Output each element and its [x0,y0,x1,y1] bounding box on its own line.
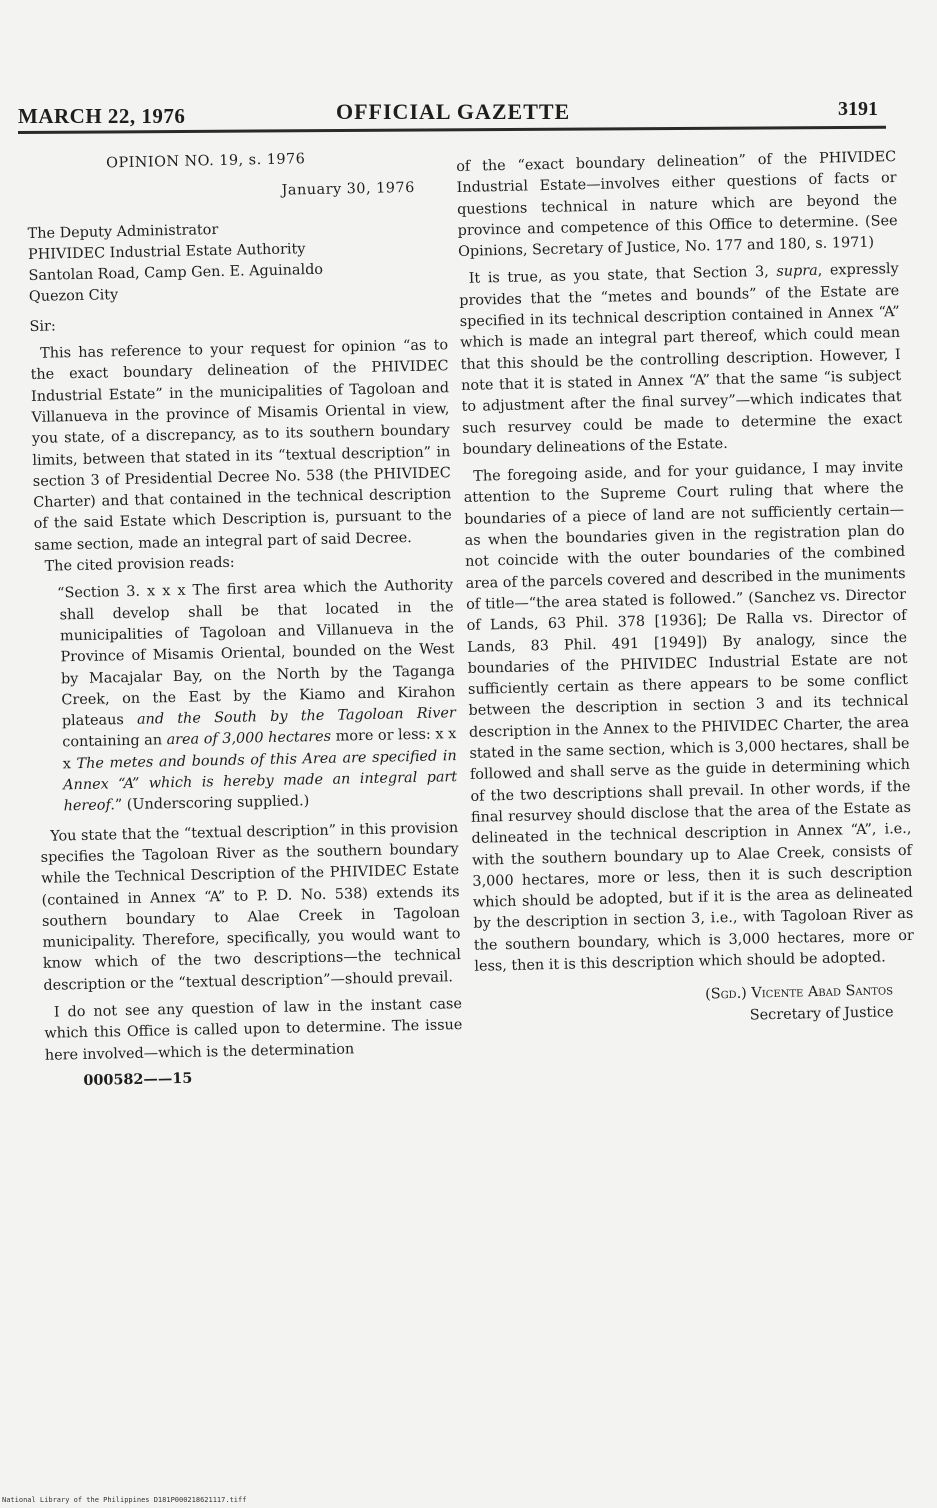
scan-footer: National Library of the Philippines D181P000218621117.tiff [2,1496,247,1504]
paragraph [459,259,903,461]
paragraph-text: , expressly provides that the “metes and bounds” of the Estate are specified in its technical description contained in Annex “A” which is made an integral part thereof, which could mean that this should be the controlling description. However, I note that it is stated in Annex “A” that the same “is subject to adjustment after the final survey”—which indicates that such resurvey could be made to determine the exact boundary delineations of the Estate. [459,261,903,458]
page-number: 3191 [838,98,878,120]
addressee-line: Quezon City [28,287,119,306]
opinion-date: January 30, 1976 [281,180,415,199]
opinion-number: OPINION NO. 19, s. 1976 [106,151,306,172]
italic-term: supra [776,263,818,281]
publication-title: OFFICIAL GAZETTE [336,99,571,124]
addressee-line: PHIVIDEC Industrial Estate Authority [27,241,306,263]
quote-text: more or less: x x x [62,726,457,773]
quote-underscored: area of 3,000 hectares [166,729,332,749]
quote-text: “Section 3. x x x The first area which the Authority shall develop shall be that located in the municipalities of Tagoloan and Villanueva in the Province of Misamis Oriental, bounded on the West by Macajalar Bay, on the North by the Taganga Creek, on the East by the Kiamo and Kirahon plateaus [57,577,456,730]
signature-block [475,980,916,1033]
addressee-block [27,215,447,309]
paragraph: I do not see any question of law in the instant case which this Office is called upon to determine. The issue here involved—which is the determination [44,996,463,1064]
paragraph: You state that the “textual description” in this provision specifies the Tagoloan River as the southern boundary while the Technical Description of the PHIVIDEC Estate (contained in Annex “A” to P. D. No. 538) extends its southern boundary to Alae Creek in Tagoloan municipality. Therefore, specifically, you would want to know which of the two descriptions—the technical description or the “textual description”—should prevail. [40,819,462,994]
addressee-line: Santolan Road, Camp Gen. E. Aguinaldo [28,261,324,285]
salutation: Sir: [29,318,56,335]
paragraph: This has reference to your request for opinion “as to the exact boundary delineation of the PHIVIDEC Industrial Estate” in the municipalities of Tagoloan and Villanueva in the province of Misamis Oriental in view, you state, of a discrepancy, as to its southern boundary limits, between that stated in its “textual description” in section 3 of Presidential Decree No. 538 (the PHIVIDEC Charter) and that contained in the technical description of the said Estate which Description is, pursuant to the same section, made an integral part of said Decree. [30,337,452,554]
quote-text: containing an [62,732,167,751]
paragraph: The cited provision reads: [44,554,235,575]
quote-underscored: and the South by the Tagoloan River [136,705,456,728]
addressee-line: The Deputy Administrator [27,221,219,242]
signatory-title: Secretary of Justice [749,1003,894,1024]
paragraph-text: It is true, as you state, that Section 3, [468,264,777,288]
issue-date: MARCH 22, 1976 [18,104,186,128]
print-job-number: 000582——15 [83,1069,193,1089]
paragraph: The foregoing aside, and for your guidance, I may invite attention to the Supreme Court ruling that where the boundaries of a piece of land are not sufficiently certain—as when the boundaries given in the registration plan do not coincide with the outer boundaries of the combined area of the parcels covered and described in the muniments of title—“the area stated is followed.” (Sanchez vs. Director of Lands, 63 Phil. 378 [1936]; De Ralla vs. Director of Lands, 83 Phil. 491 [1949]) By analogy, since the boundaries of the PHIVIDEC Industrial Estate are not sufficiently certain as there appears to be some conflict between the description in section 3 and its technical description in the Annex to the PHIVIDEC Charter, the area stated in the same section, which is 3,000 hectares, shall be followed and shall serve as the guide in determining which of the two descriptions shall prevail. In other words, if the final resurvey should disclose that the area of the Estate as delineated in the technical description in Annex “A”, i.e., with the southern boundary up to Alae Creek, consists of 3,000 hectares, more or less, then it is such description which should be adopted, but if it is the area as delineated by the description in section 3, i.e., with Tagoloan River as the southern boundary, which is 3,000 hectares, more or less, then it is this description which should be adopted. [463,459,914,975]
right-column [456,147,916,1033]
quoted-provision [59,575,458,817]
left-column [26,146,464,1092]
paragraph: of the “exact boundary delineation” of the PHIVIDEC Industrial Estate—involves either questions of facts or questions technical in nature which are beyond the province and competence of this Office to determine. (See Opinions, Secretary of Justice, No. 177 and 180, s. 1971) [456,149,898,261]
quote-underscored: The metes and bounds of this Area are specified in Annex “A” which is hereby made an integral part hereof. [63,747,458,815]
quote-text: ” (Underscoring supplied.) [114,793,310,814]
signatory-name: (Sgd.) Vicente Abad Santos [704,982,894,1003]
